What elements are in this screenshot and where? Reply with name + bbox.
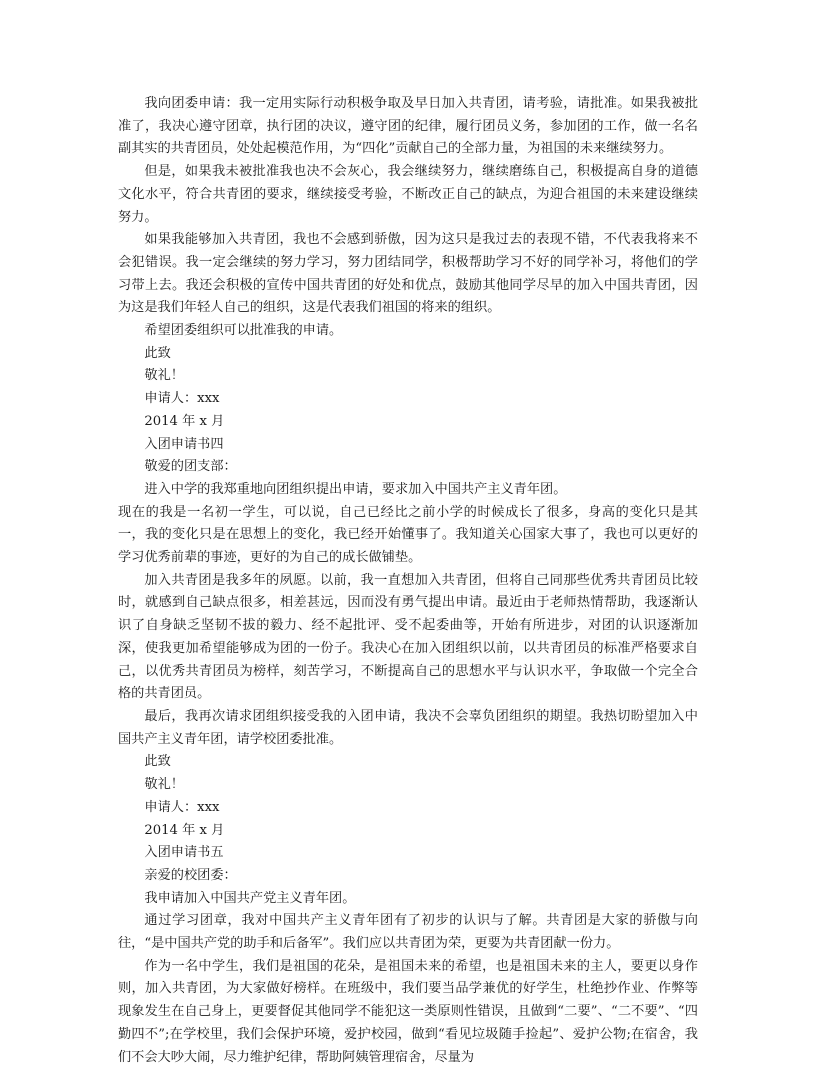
document-page xyxy=(118,93,698,1069)
application-date: 2014 年 x 月 xyxy=(144,413,225,429)
closing-salutation: 此致 xyxy=(144,754,171,770)
paragraph-apply-join: 我申请加入中国共产党主义青年团。 xyxy=(144,890,356,906)
paragraph-study-charter: 通过学习团章，我对中国共产主义青年团有了初步的认识与了解。共青团是大家的骄傲与向往，“是中国共产党的助手和后备军”。我们应以共青团为荣，更要为共青团献一份力。 xyxy=(118,913,698,952)
closing-regards: 敬礼！ xyxy=(144,777,184,793)
paragraph-final-request: 最后，我再次请求团组织接受我的入团申请，我决不会辜负团组织的期望。我热切盼望加入中国共产主义青年团，请学校团委批准。 xyxy=(118,708,698,747)
paragraph-long-held-wish: 加入共青团是我多年的夙愿。以前，我一直想加入共青团，但将自己同那些优秀共青团员比较时，就感到自己缺点很多，相差甚远，因而没有勇气提出申请。最近由于老师热情帮助，我逐渐认识了自身缺乏坚韧不拔的毅力、经不起批评、受不起委曲等，开始有所进步，对团的认识逐渐加深，使我更加希望能够成为团的一份子。我决心在加入团组织以前，以共青团员的标准严格要求自己，以优秀共青团员为榜样，刻苦学习，不断提高自己的思想水平与认识水平，争取做一个完全合格的共青团员。 xyxy=(118,572,698,702)
paragraph-middle-school-student: 作为一名中学生，我们是祖国的花朵，是祖国未来的希望，也是祖国未来的主人，要更以身作则，加入共青团，为大家做好榜样。在班级中，我们要当品学兼优的好学生，杜绝抄作业、作弊等现象发生在自己身上，更要督促其他同学不能犯这一类原则性错误，且做到“二要”、“二不要”、“四勤四不”;在学校里，我们会保护环境，爱护校园，做到“看见垃圾随手捡起”、爱护公物;在宿舍，我们不会大吵大闹，尽力维护纪律，帮助阿姨管理宿舍，尽量为 xyxy=(118,958,698,1065)
applicant-signature: 申请人：xxx xyxy=(144,391,220,407)
closing-regards: 敬礼！ xyxy=(144,368,184,384)
paragraph-grade-one-student: 现在的我是一名初一学生，可以说，自己已经比之前小学的时候成长了很多，身高的变化只是其一，我的变化只是在思想上的变化，我已经开始懂事了。我知道关心国家大事了，我也可以更好的学习优秀前辈的事迹，更好的为自己的成长做铺垫。 xyxy=(118,504,698,566)
paragraph-hope-approval: 希望团委组织可以批准我的申请。 xyxy=(144,323,343,339)
greeting-branch: 敬爱的团支部： xyxy=(144,459,237,475)
section-title-four: 入团申请书四 xyxy=(144,436,224,452)
paragraph-if-approved: 如果我能够加入共青团，我也不会感到骄傲，因为这只是我过去的表现不错，不代表我将来不会犯错误。我一定会继续的努力学习，努力团结同学，积极帮助学习不好的同学补习，将他们的学习带上去。我还会积极的宣传中国共青团的好处和优点，鼓励其他同学尽早的加入中国共青团，因为这是我们年轻人自己的组织，这是代表我们祖国的将来的组织。 xyxy=(118,232,698,316)
paragraph-application-pledge: 我向团委申请：我一定用实际行动积极争取及早日加入共青团，请考验，请批准。如果我被批准了，我决心遵守团章，执行团的决议，遵守团的纪律，履行团员义务，参加团的工作，做一名名副其实的共青团员，处处起模范作用，为“四化”贡献自己的全部力量，为祖国的未来继续努力。 xyxy=(118,96,698,157)
paragraph-solemn-application: 进入中学的我郑重地向团组织提出申请，要求加入中国共产主义青年团。 xyxy=(144,481,567,497)
section-title-five: 入团申请书五 xyxy=(144,845,224,861)
greeting-school-committee: 亲爱的校团委： xyxy=(144,867,237,883)
paragraph-if-not-approved: 但是，如果我未被批准我也决不会灰心，我会继续努力，继续磨练自己，积极提高自身的道德文化水平，符合共青团的要求，继续接受考验，不断改正自己的缺点，为迎合祖国的未来建设继续努力。 xyxy=(118,164,698,225)
applicant-signature: 申请人：xxx xyxy=(144,799,220,815)
application-date: 2014 年 x 月 xyxy=(144,822,225,838)
closing-salutation: 此致 xyxy=(144,345,171,361)
